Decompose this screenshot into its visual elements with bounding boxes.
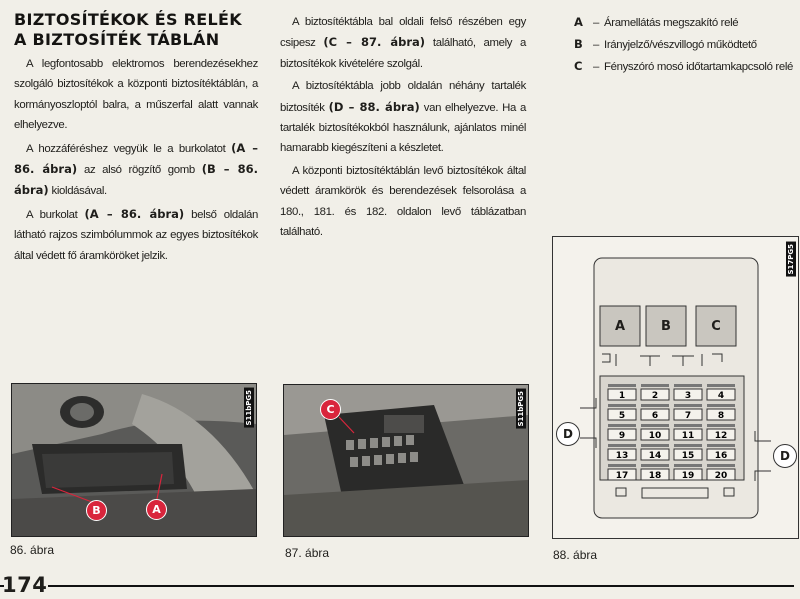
figure-86-photo bbox=[11, 383, 257, 537]
paragraph: A legfontosabb elektromos berendezésekhez szolgáló biztosítékok a központi biztosítéktáblán, a kormányoszloptól balra, a műszerfal alatt vannak elhelyezve. bbox=[14, 58, 258, 132]
legend-dash: – bbox=[593, 17, 599, 29]
text-run: kioldásával. bbox=[48, 185, 107, 198]
paragraph bbox=[14, 138, 258, 202]
figure-code-tag: S11bPG5 bbox=[517, 391, 525, 427]
fuse-label-strip bbox=[641, 404, 669, 407]
figure-reference: (B – 86. ábra) bbox=[14, 162, 258, 198]
text-run: az alsó rögzítő gomb bbox=[77, 164, 202, 177]
fuse-number: 1 bbox=[618, 391, 626, 401]
fuse-label-strip bbox=[707, 404, 735, 407]
legend-row bbox=[574, 56, 798, 78]
text-column-1 bbox=[14, 10, 258, 268]
page-heading bbox=[14, 10, 258, 50]
fuse-number: 12 bbox=[714, 431, 728, 441]
fuse-label-strip bbox=[608, 424, 636, 427]
figure-code-tag: S11bPG5 bbox=[245, 390, 253, 426]
fuse-label-strip bbox=[674, 384, 702, 387]
relay-b-label: B bbox=[661, 318, 671, 334]
callout-c: C bbox=[320, 399, 341, 420]
legend-text: Fényszóró mosó időtartamkapcsoló relé bbox=[604, 61, 794, 73]
spare-fuses-label-right: D bbox=[773, 444, 797, 468]
fuse-number: 6 bbox=[651, 411, 659, 421]
spare-fuses-label-left: D bbox=[556, 422, 580, 446]
fuse-number: 5 bbox=[618, 411, 626, 421]
fuse-label-strip bbox=[707, 424, 735, 427]
figure-86-caption: 86. ábra bbox=[10, 543, 55, 557]
legend-letter: A bbox=[574, 15, 583, 29]
fuse-label-strip bbox=[608, 404, 636, 407]
paragraph bbox=[280, 12, 526, 74]
figure-reference: (A – 86. ábra) bbox=[14, 140, 258, 177]
fuse-number: 3 bbox=[684, 391, 692, 401]
fuse-label-strip bbox=[674, 464, 702, 467]
fuse-number: 18 bbox=[648, 471, 662, 481]
figure-reference: (A – 86. ábra) bbox=[84, 206, 185, 221]
fuse-number: 13 bbox=[615, 451, 629, 461]
fuse-number: 20 bbox=[714, 471, 728, 481]
fuse-label-strip bbox=[641, 424, 669, 427]
paragraph: A központi biztosítéktáblán levő biztosítékok által védett áramkörök és berendezések felsorolása a 180., 181. és 182. oldalon levő táblázatban található. bbox=[280, 164, 526, 239]
fuse-label-strip bbox=[707, 464, 735, 467]
page-rule bbox=[48, 585, 794, 587]
figure-code-tag: S17PG5 bbox=[787, 244, 795, 275]
figure-87-caption: 87. ábra bbox=[285, 546, 330, 560]
figure-reference: (C – 87. ábra) bbox=[323, 35, 426, 50]
text-column-2 bbox=[280, 12, 526, 244]
text-run: A biztosítéktábla jobb oldalán néhány tartalék biztosíték bbox=[280, 80, 526, 114]
legend-letter: B bbox=[574, 37, 583, 51]
heading-line-1: BIZTOSÍTÉKOK ÉS RELÉK bbox=[14, 10, 242, 29]
figure-88-diagram bbox=[552, 236, 799, 539]
legend-row bbox=[574, 34, 798, 56]
relay-c-label: C bbox=[711, 318, 721, 334]
fuse-label-strip bbox=[707, 384, 735, 387]
callout-b: B bbox=[86, 500, 107, 521]
fuse-number: 14 bbox=[648, 451, 662, 461]
fuse-label-strip bbox=[608, 444, 636, 447]
text-run: A biztosítéktábla bal oldali felső részében egy csipesz bbox=[280, 16, 526, 50]
legend-text: Áramellátás megszakító relé bbox=[604, 17, 739, 29]
fuse-number: 4 bbox=[717, 391, 725, 401]
paragraph bbox=[280, 76, 526, 159]
text-run: A hozzáféréshez vegyük le a burkolatot bbox=[26, 142, 232, 155]
heading-line-2: A BIZTOSÍTÉK TÁBLÁN bbox=[14, 30, 220, 49]
text-run: található, amely a biztosítékok kivételére szolgál. bbox=[280, 37, 526, 70]
fuse-label-strip bbox=[674, 444, 702, 447]
legend-dash: – bbox=[593, 61, 599, 73]
figure-reference: (D – 88. ábra) bbox=[328, 99, 420, 114]
fuse-label-strip bbox=[707, 444, 735, 447]
callout-a: A bbox=[146, 499, 167, 520]
fuse-label-strip bbox=[608, 464, 636, 467]
text-run: van elhelyezve. Ha a tartalék biztosítékokból használunk, ajánlatos minél hamarabb kiegészíteni a készletet. bbox=[280, 101, 526, 155]
fuse-number: 10 bbox=[648, 431, 662, 441]
legend-letter: C bbox=[574, 59, 583, 73]
fuse-box-diagram bbox=[552, 236, 799, 539]
fuse-number: 16 bbox=[714, 451, 728, 461]
fuse-number: 17 bbox=[615, 471, 629, 481]
fuse-number: 19 bbox=[681, 471, 695, 481]
figure-87-photo bbox=[283, 384, 529, 537]
dashboard-illustration bbox=[12, 384, 256, 536]
fuse-number: 9 bbox=[618, 431, 626, 441]
fuse-label-strip bbox=[674, 424, 702, 427]
paragraph bbox=[14, 204, 258, 266]
fuse-number: 8 bbox=[717, 411, 725, 421]
legend-dash: – bbox=[593, 39, 599, 51]
fuse-label-strip bbox=[641, 464, 669, 467]
fuse-label-strip bbox=[608, 384, 636, 387]
legend-text: Irányjelző/vészvillogó működtető bbox=[604, 39, 757, 51]
text-run: A burkolat bbox=[26, 208, 85, 221]
fuse-number: 2 bbox=[651, 391, 659, 401]
fuse-number: 7 bbox=[684, 411, 692, 421]
fuse-number: 11 bbox=[681, 431, 695, 441]
fuse-label-strip bbox=[674, 404, 702, 407]
fuse-label-strip bbox=[641, 384, 669, 387]
figure-88-caption: 88. ábra bbox=[553, 548, 598, 562]
text-run: belső oldalán látható rajzos szimbólummok az egyes biztosítékok által védett fő áramköröket jelzik. bbox=[14, 208, 258, 262]
relay-a-label: A bbox=[614, 318, 626, 334]
page-number: 174 bbox=[2, 573, 48, 597]
legend-row bbox=[574, 12, 798, 34]
fuse-label-strip bbox=[641, 444, 669, 447]
fuse-number: 15 bbox=[681, 451, 695, 461]
relay-legend bbox=[574, 12, 798, 78]
